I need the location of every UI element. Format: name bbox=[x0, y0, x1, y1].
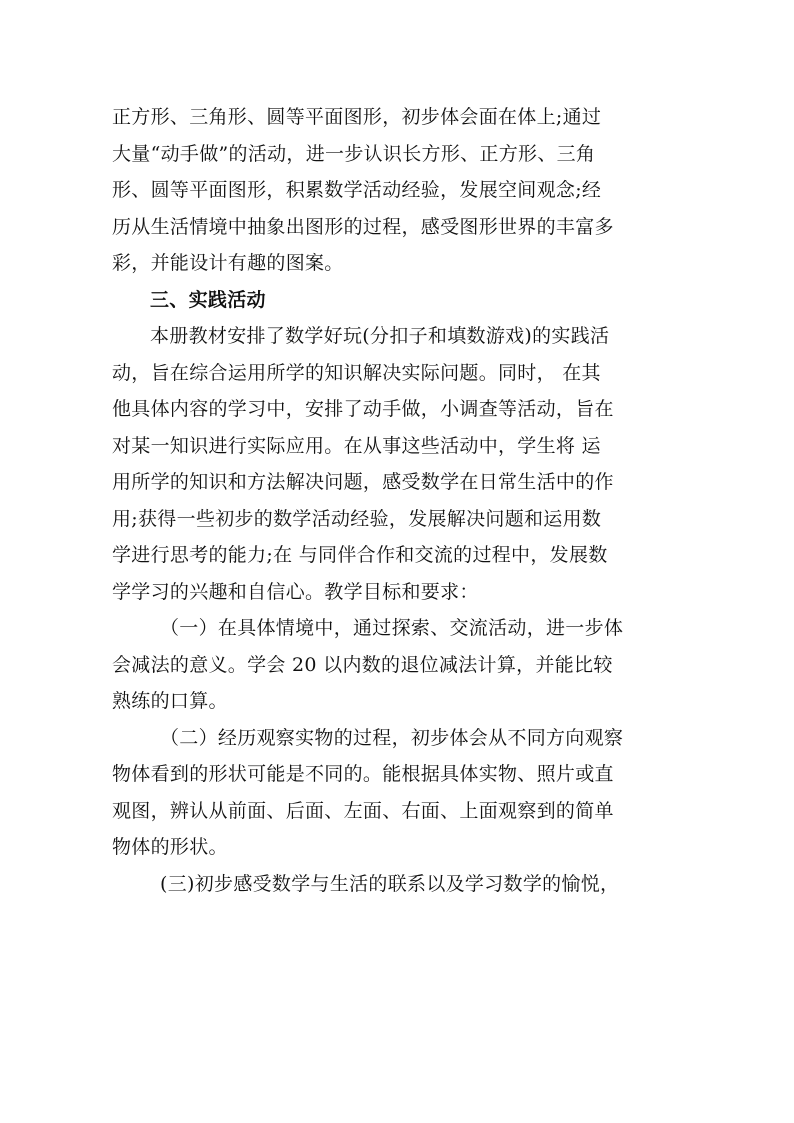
paragraph-line: 学学习的兴趣和自信心。教学目标和要求： bbox=[112, 580, 479, 603]
paragraph-line: 对某一知识进行实际应用。在从事这些活动中，学生将 运 bbox=[112, 434, 601, 457]
paragraph-line: 彩，并能设计有趣的图案。 bbox=[112, 252, 344, 274]
paragraph-line: 本册教材安排了数学好玩(分扣子和填数游戏)的实践活 bbox=[150, 325, 610, 347]
paragraph-line: 动，旨在综合运用所学的知识解决实际问题。同时， 在其 bbox=[112, 361, 601, 384]
paragraph-line: 学进行思考的能力;在 与同伴合作和交流的过程中，发展数 bbox=[112, 544, 608, 566]
continuation-paragraph bbox=[112, 99, 682, 282]
paragraph-line: 用所学的知识和方法解决问题，感受数学在日常生活中的作 bbox=[112, 471, 614, 493]
practice-paragraph bbox=[112, 318, 682, 610]
paragraph-line: 他具体内容的学习中，安排了动手做，小调查等活动，旨在 bbox=[112, 398, 614, 420]
paragraph-line: 正方形、三角形、圆等平面图形，初步体会面在体上;通过 bbox=[112, 106, 602, 128]
goal-item-3 bbox=[112, 866, 682, 903]
paragraph-line: 物体看到的形状可能是不同的。能根据具体实物、照片或直 bbox=[112, 763, 614, 785]
paragraph-line: （二）经历观察实物的过程，初步体会从不同方向观察 bbox=[160, 726, 624, 749]
section-heading: 三、实践活动 bbox=[150, 288, 266, 311]
paragraph-line: 观图，辨认从前面、后面、左面、右面、上面观察到的简单 bbox=[112, 799, 614, 822]
paragraph-line: 物体的形状。 bbox=[112, 836, 228, 858]
paragraph-line: 历从生活情境中抽象出图形的过程，感受图形世界的丰富多 bbox=[112, 215, 614, 238]
paragraph-line: (三)初步感受数学与生活的联系以及学习数学的愉悦， bbox=[160, 872, 620, 895]
paragraph-line: 会减法的意义。学会 20 以内数的退位减法计算，并能比较 bbox=[112, 653, 613, 676]
paragraph-line: 形、圆等平面图形，积累数学活动经验，发展空间观念;经 bbox=[112, 179, 602, 201]
paragraph-line: 熟练的口算。 bbox=[112, 690, 228, 712]
document-body bbox=[112, 99, 682, 902]
paragraph-line: （一）在具体情境中，通过探索、交流活动，进一步体 bbox=[160, 617, 624, 639]
paragraph-line: 大量“动手做”的活动，进一步认识长方形、正方形、三角 bbox=[112, 142, 596, 165]
goal-item-2 bbox=[112, 720, 682, 866]
paragraph-line: 用;获得一些初步的数学活动经验，发展解决问题和运用数 bbox=[112, 507, 602, 530]
goal-item-1 bbox=[112, 610, 682, 720]
